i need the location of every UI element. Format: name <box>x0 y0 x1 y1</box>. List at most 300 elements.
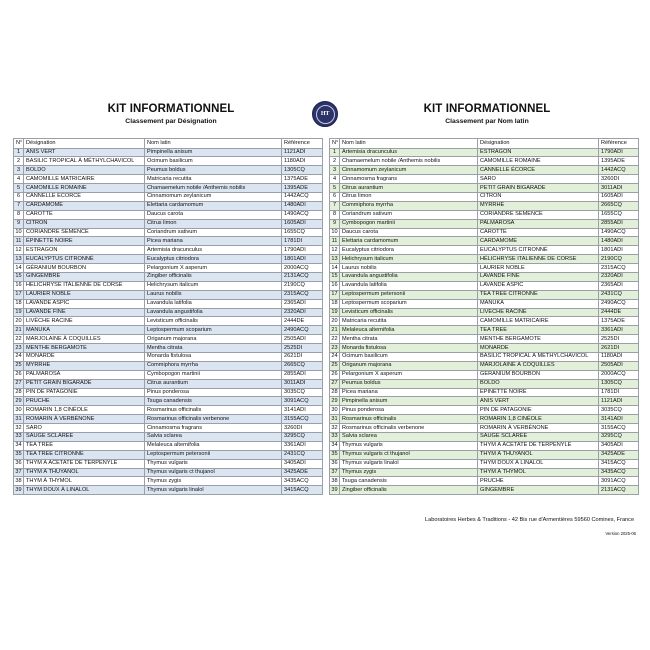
cell-designation: BASILIC TROPICAL À MÉTHYLCHAVICOL <box>478 352 599 361</box>
table-row <box>330 477 639 486</box>
table-row <box>330 210 639 219</box>
cell-latin-name: Cymbopogon martinii <box>145 370 282 379</box>
cell-number: 18 <box>15 300 22 307</box>
cell-designation: CANNELLE ÉCORCE <box>478 166 599 175</box>
cell-number: 18 <box>331 300 338 307</box>
cell-reference: 2665CQ <box>599 201 639 210</box>
cell-reference: 2190CQ <box>282 281 323 290</box>
cell-reference: 1375ADE <box>599 317 639 326</box>
cell-number: 33 <box>331 433 338 440</box>
cell-number: 31 <box>331 415 338 422</box>
table-row <box>330 192 639 201</box>
cell-latin-name: Thymus zygis <box>340 468 478 477</box>
cell-designation: HÉLICHRYSE ITALIENNE DE CORSE <box>478 255 599 264</box>
cell-designation: CITRON <box>478 192 599 201</box>
cell-latin-name: Chamaemelum nobile /Anthemis nobilis <box>145 184 282 193</box>
cell-latin-name: Daucus carota <box>340 228 478 237</box>
table-header-row <box>330 139 639 149</box>
header-latin-name: Nom latin <box>145 139 282 149</box>
cell-designation: ANIS VERT <box>24 148 145 157</box>
cell-number: 20 <box>331 317 338 324</box>
cell-number: 16 <box>331 282 338 289</box>
table-row <box>330 219 639 228</box>
table-header-row <box>14 139 323 149</box>
cell-latin-name: Ocimum basilicum <box>145 157 282 166</box>
table-row <box>14 486 323 495</box>
cell-designation: BOLDO <box>24 166 145 175</box>
cell-number: 12 <box>15 246 22 253</box>
table-row <box>330 468 639 477</box>
cell-reference: 2365ADI <box>282 299 323 308</box>
table-row <box>14 148 323 157</box>
cell-number: 2 <box>330 157 340 166</box>
cell-designation: ÉPINETTE NOIRE <box>478 388 599 397</box>
cell-latin-name: Eucalyptus citriodora <box>340 246 478 255</box>
table-row <box>14 370 323 379</box>
cell-number: 11 <box>330 237 340 246</box>
cell-reference: 3415ACQ <box>599 459 639 468</box>
header-reference: Référence <box>282 139 323 149</box>
cell-designation: MANUKA <box>24 326 145 335</box>
cell-number: 12 <box>331 246 338 253</box>
cell-designation: THYM À ACÉTATE DE TERPÉNYLE <box>478 441 599 450</box>
table-row <box>330 299 639 308</box>
cell-number: 23 <box>15 344 22 351</box>
cell-number: 19 <box>331 308 338 315</box>
table-row <box>330 433 639 442</box>
table-row <box>330 424 639 433</box>
cell-designation: ROMARIN 1,8 CINÉOLE <box>478 415 599 424</box>
cell-designation: CORIANDRE SEMENCE <box>478 210 599 219</box>
cell-latin-name: Helichrysum italicum <box>145 281 282 290</box>
cell-number: 2 <box>14 157 24 166</box>
cell-number: 26 <box>331 371 338 378</box>
cell-reference: 2131ACQ <box>599 486 639 495</box>
cell-number: 7 <box>330 201 340 210</box>
cell-reference: 1801ADI <box>282 255 323 264</box>
cell-latin-name: Rosmarinus officinalis verbenone <box>145 415 282 424</box>
cell-reference: 3155ACQ <box>282 415 323 424</box>
cell-reference: 2131ACQ <box>282 272 323 281</box>
table-row <box>330 450 639 459</box>
cell-number: 7 <box>14 201 24 210</box>
table-row <box>14 281 323 290</box>
table-row <box>330 326 639 335</box>
cell-latin-name: Citrus aurantium <box>145 379 282 388</box>
cell-number: 37 <box>331 469 338 475</box>
cell-number: 32 <box>331 424 338 431</box>
cell-number: 22 <box>15 335 22 342</box>
cell-designation: BOLDO <box>478 379 599 388</box>
cell-latin-name: Leptospermum scoparium <box>145 326 282 335</box>
cell-number: 5 <box>14 184 24 193</box>
cell-designation: SAUGE SCLARÉE <box>24 433 145 442</box>
cell-designation: PALMAROSA <box>24 370 145 379</box>
cell-designation: THYM À THUYANOL <box>24 468 145 477</box>
cell-latin-name: Artemisia dracunculus <box>340 148 478 157</box>
cell-number: 3 <box>14 166 24 175</box>
cell-latin-name: Thymus vulgaris linalol <box>340 459 478 468</box>
cell-designation: THYM À THUYANOL <box>478 450 599 459</box>
table-by-latin-name <box>329 138 639 495</box>
cell-number: 1 <box>330 148 340 157</box>
table-row <box>330 406 639 415</box>
cell-number: 34 <box>15 442 22 449</box>
cell-latin-name: Ocimum basilicum <box>340 352 478 361</box>
cell-number: 39 <box>15 486 22 493</box>
table-row <box>330 388 639 397</box>
cell-designation: PIN DE PATAGONIE <box>478 406 599 415</box>
cell-latin-name: Origanum majorana <box>340 361 478 370</box>
cell-designation: GINGEMBRE <box>24 272 145 281</box>
cell-reference: 2621DI <box>599 344 639 353</box>
table-row <box>14 237 323 246</box>
cell-designation: MYRRHE <box>24 361 145 370</box>
cell-number: 32 <box>15 424 22 431</box>
cell-latin-name: Coriandrum sativum <box>145 228 282 237</box>
cell-latin-name: Thymus vulgaris ct thujanol <box>145 468 282 477</box>
cell-designation: MONARDE <box>478 344 599 353</box>
cell-reference: 1655CQ <box>282 228 323 237</box>
cell-reference: 1790ADI <box>599 148 639 157</box>
cell-latin-name: Zingiber officinalis <box>145 272 282 281</box>
cell-latin-name: Cinnamosma fragrans <box>145 424 282 433</box>
cell-latin-name: Thymus zygis <box>145 477 282 486</box>
table-by-designation <box>13 138 323 495</box>
cell-number: 25 <box>331 362 338 369</box>
cell-reference: 1480ADI <box>599 237 639 246</box>
cell-latin-name: Rosmarinus officinalis <box>145 406 282 415</box>
table-row <box>14 424 323 433</box>
table-row <box>330 184 639 193</box>
cell-latin-name: Peumus boldus <box>340 379 478 388</box>
header-designation: Désignation <box>478 139 599 149</box>
cell-number: 9 <box>330 219 340 228</box>
footer-address: Laboratoires Herbes & Traditions - 42 Bis rue d'Armentières 59560 Comines, France <box>425 517 635 523</box>
cell-reference: 3425ADE <box>599 450 639 459</box>
cell-number: 27 <box>331 380 338 387</box>
version-label: Version 2025-06 <box>605 531 636 536</box>
cell-reference: 1305CQ <box>282 166 323 175</box>
cell-reference: 2444DE <box>599 308 639 317</box>
cell-reference: 3011ADI <box>282 379 323 388</box>
right-subtitle: Classement par Nom latin <box>445 118 529 125</box>
cell-number: 17 <box>15 291 22 298</box>
table-row <box>14 326 323 335</box>
cell-reference: 2855ADI <box>599 219 639 228</box>
cell-number: 37 <box>15 469 22 475</box>
cell-reference: 3435ACQ <box>599 468 639 477</box>
cell-designation: LAURIER NOBLE <box>478 264 599 273</box>
table-row <box>330 308 639 317</box>
cell-number: 9 <box>14 219 24 228</box>
table-row <box>330 317 639 326</box>
cell-latin-name: Salvia sclarea <box>340 433 478 442</box>
cell-designation: CAMOMILLE ROMAINE <box>478 157 599 166</box>
cell-number: 21 <box>331 326 338 333</box>
cell-reference: 1605ADI <box>599 192 639 201</box>
cell-reference: 3425ADE <box>282 468 323 477</box>
cell-designation: THYM DOUX À LINALOL <box>24 486 145 495</box>
cell-reference: 3091ACQ <box>282 397 323 406</box>
cell-latin-name: Rosmarinus officinalis verbenone <box>340 424 478 433</box>
cell-designation: TEA TREE <box>478 326 599 335</box>
cell-number: 27 <box>15 380 22 387</box>
cell-latin-name: Zingiber officinalis <box>340 486 478 495</box>
cell-number: 4 <box>330 175 340 184</box>
right-title-block <box>387 102 587 126</box>
cell-latin-name: Thymus vulgaris <box>340 441 478 450</box>
table-row <box>330 361 639 370</box>
cell-latin-name: Pelargonium X asperum <box>340 370 478 379</box>
cell-reference: 3260DI <box>282 424 323 433</box>
cell-number: 30 <box>331 406 338 413</box>
cell-reference: 1781DI <box>282 237 323 246</box>
cell-designation: MENTHE BERGAMOTE <box>24 344 145 353</box>
cell-reference: 3011ADI <box>599 184 639 193</box>
cell-number: 30 <box>15 406 22 413</box>
cell-designation: CAROTTE <box>478 228 599 237</box>
cell-latin-name: Coriandrum sativum <box>340 210 478 219</box>
cell-reference: 1790ADI <box>282 246 323 255</box>
cell-number: 24 <box>15 353 22 360</box>
table-row <box>14 184 323 193</box>
cell-designation: CANNELLE ÉCORCE <box>24 192 145 201</box>
cell-number: 26 <box>15 371 22 378</box>
cell-reference: 2525DI <box>599 335 639 344</box>
cell-reference: 3295CQ <box>282 433 323 442</box>
table-row <box>330 281 639 290</box>
cell-latin-name: Citrus limon <box>145 219 282 228</box>
cell-number: 11 <box>14 237 24 246</box>
cell-latin-name: Picea mariana <box>340 388 478 397</box>
cell-number: 19 <box>15 308 22 315</box>
cell-designation: GÉRANIUM BOURBON <box>478 370 599 379</box>
cell-latin-name: Tsuga canadensis <box>145 397 282 406</box>
cell-designation: PRUCHE <box>24 397 145 406</box>
cell-number: 10 <box>15 228 22 235</box>
cell-reference: 3035CQ <box>599 406 639 415</box>
cell-reference: 1442ACQ <box>599 166 639 175</box>
cell-reference: 2490ACQ <box>599 299 639 308</box>
cell-latin-name: Matricaria recutita <box>145 175 282 184</box>
cell-latin-name: Origanum majorana <box>145 335 282 344</box>
cell-reference: 1375ADE <box>282 175 323 184</box>
cell-number: 29 <box>331 397 338 404</box>
table-row <box>14 335 323 344</box>
cell-designation: MYRRHE <box>478 201 599 210</box>
cell-number: 5 <box>330 184 340 193</box>
cell-designation: MANUKA <box>478 299 599 308</box>
table-row <box>330 264 639 273</box>
cell-reference: 2525DI <box>282 344 323 353</box>
table-row <box>14 361 323 370</box>
cell-reference: 2315ACQ <box>599 264 639 273</box>
cell-latin-name: Cinnamosma fragrans <box>340 175 478 184</box>
cell-reference: 2444DE <box>282 317 323 326</box>
cell-latin-name: Citrus limon <box>340 192 478 201</box>
cell-designation: CARDAMOME <box>478 237 599 246</box>
cell-reference: 1180ADI <box>282 157 323 166</box>
cell-number: 4 <box>14 175 24 184</box>
cell-reference: 3415ACQ <box>282 486 323 495</box>
cell-reference: 2505ADI <box>599 361 639 370</box>
cell-designation: ROMARIN 1,8 CINÉOLE <box>24 406 145 415</box>
cell-number: 38 <box>331 477 338 484</box>
cell-designation: ESTRAGON <box>478 148 599 157</box>
cell-number: 10 <box>331 228 338 235</box>
cell-designation: LAVANDE FINE <box>24 308 145 317</box>
cell-latin-name: Pinus ponderosa <box>145 388 282 397</box>
cell-designation: MENTHE BERGAMOTE <box>478 335 599 344</box>
table-body <box>330 148 639 495</box>
cell-latin-name: Picea mariana <box>145 237 282 246</box>
table-row <box>330 441 639 450</box>
cell-reference: 2665CQ <box>282 361 323 370</box>
cell-designation: CORIANDRE SEMENCE <box>24 228 145 237</box>
table-row <box>14 450 323 459</box>
cell-reference: 3141ADI <box>599 415 639 424</box>
cell-latin-name: Pimpinella anisum <box>145 148 282 157</box>
table-row <box>330 415 639 424</box>
table-row <box>330 246 639 255</box>
cell-latin-name: Monarda fistulosa <box>340 344 478 353</box>
cell-latin-name: Commiphora myrrha <box>340 201 478 210</box>
table-row <box>330 201 639 210</box>
cell-designation: CAMOMILLE ROMAINE <box>24 184 145 193</box>
cell-reference: 2315ACQ <box>282 290 323 299</box>
table-row <box>14 415 323 424</box>
cell-latin-name: Thymus vulgaris ct thujanol <box>340 450 478 459</box>
left-title-block <box>71 102 271 126</box>
cell-reference: 1655CQ <box>599 210 639 219</box>
cell-reference: 2000ACQ <box>599 370 639 379</box>
table-row <box>330 335 639 344</box>
cell-number: 34 <box>331 442 338 449</box>
cell-latin-name: Monarda fistulosa <box>145 352 282 361</box>
cell-number: 35 <box>15 451 22 458</box>
table-row <box>14 459 323 468</box>
cell-reference: 3035CQ <box>282 388 323 397</box>
cell-reference: 2490ACQ <box>282 326 323 335</box>
cell-designation: LAVANDE ASPIC <box>478 281 599 290</box>
cell-designation: SARO <box>478 175 599 184</box>
cell-reference: 3141ADI <box>282 406 323 415</box>
cell-reference: 3361ADI <box>599 326 639 335</box>
cell-latin-name: Thymus vulgaris <box>145 459 282 468</box>
cell-reference: 1121ADI <box>599 397 639 406</box>
cell-number: 22 <box>331 335 338 342</box>
cell-latin-name: Citrus aurantium <box>340 184 478 193</box>
table-row <box>330 379 639 388</box>
cell-latin-name: Leptospermum petersonii <box>145 450 282 459</box>
table-row <box>14 219 323 228</box>
cell-latin-name: Lavandula angustifolia <box>340 272 478 281</box>
table-row <box>14 344 323 353</box>
cell-latin-name: Elettaria cardamomum <box>340 237 478 246</box>
header-number: N° <box>330 139 340 149</box>
cell-reference: 2621DI <box>282 352 323 361</box>
table-row <box>14 157 323 166</box>
cell-designation: GÉRANIUM BOURBON <box>24 264 145 273</box>
cell-latin-name: Lavandula angustifolia <box>145 308 282 317</box>
cell-designation: BASILIC TROPICAL À MÉTHYLCHAVICOL <box>24 157 145 166</box>
cell-designation: THYM DOUX À LINALOL <box>478 459 599 468</box>
table-row <box>330 290 639 299</box>
cell-number: 6 <box>330 192 340 201</box>
cell-reference: 1180ADI <box>599 352 639 361</box>
cell-number: 28 <box>15 388 22 395</box>
cell-latin-name: Salvia sclarea <box>145 433 282 442</box>
cell-designation: EUCALYPTUS CITRONNÉ <box>478 246 599 255</box>
cell-reference: 2190CQ <box>599 255 639 264</box>
table-row <box>14 246 323 255</box>
cell-designation: ANIS VERT <box>478 397 599 406</box>
table-row <box>14 228 323 237</box>
cell-latin-name: Melaleuca alternifolia <box>340 326 478 335</box>
cell-latin-name: Cymbopogon martinii <box>340 219 478 228</box>
table-row <box>14 352 323 361</box>
cell-number: 35 <box>331 451 338 458</box>
cell-designation: EUCALYPTUS CITRONNÉ <box>24 255 145 264</box>
table-row <box>14 210 323 219</box>
cell-designation: ROMARIN À VERBÉNONE <box>478 424 599 433</box>
cell-designation: LAVANDE ASPIC <box>24 299 145 308</box>
cell-reference: 1121ADI <box>282 148 323 157</box>
table-row <box>330 459 639 468</box>
cell-latin-name: Rosmarinus officinalis <box>340 415 478 424</box>
cell-reference: 2431CQ <box>282 450 323 459</box>
cell-designation: ESTRAGON <box>24 246 145 255</box>
cell-latin-name: Chamaemelum nobile /Anthemis nobilis <box>340 157 478 166</box>
table-row <box>14 441 323 450</box>
table-row <box>330 344 639 353</box>
cell-latin-name: Artemisia dracunculus <box>145 246 282 255</box>
cell-designation: MARJOLAINE À COQUILLES <box>478 361 599 370</box>
cell-latin-name: Helichrysum italicum <box>340 255 478 264</box>
cell-reference: 3361ADI <box>282 441 323 450</box>
cell-reference: 2320ADI <box>282 308 323 317</box>
cell-reference: 3295CQ <box>599 433 639 442</box>
table-row <box>14 255 323 264</box>
cell-number: 23 <box>331 344 338 351</box>
cell-reference: 2505ADI <box>282 335 323 344</box>
header-latin-name: Nom latin <box>340 139 478 149</box>
cell-reference: 1781DI <box>599 388 639 397</box>
cell-number: 25 <box>15 362 22 369</box>
cell-reference: 3405ADI <box>282 459 323 468</box>
cell-latin-name: Pinus ponderosa <box>340 406 478 415</box>
cell-designation: GINGEMBRE <box>478 486 599 495</box>
cell-number: 3 <box>330 166 340 175</box>
table-row <box>14 290 323 299</box>
cell-number: 29 <box>15 397 22 404</box>
cell-designation: CITRON <box>24 219 145 228</box>
cell-designation: LIVÈCHE RACINE <box>478 308 599 317</box>
cell-latin-name: Eucalyptus citriodora <box>145 255 282 264</box>
cell-designation: PETIT GRAIN BIGARADE <box>24 379 145 388</box>
table-row <box>14 433 323 442</box>
cell-designation: CAROTTE <box>24 210 145 219</box>
cell-latin-name: Commiphora myrrha <box>145 361 282 370</box>
cell-number: 31 <box>15 415 22 422</box>
cell-latin-name: Melaleuca alternifolia <box>145 441 282 450</box>
brand-logo-icon <box>312 101 338 127</box>
cell-number: 13 <box>331 255 338 262</box>
table-row <box>14 308 323 317</box>
cell-number: 15 <box>331 273 338 280</box>
table-row <box>330 166 639 175</box>
